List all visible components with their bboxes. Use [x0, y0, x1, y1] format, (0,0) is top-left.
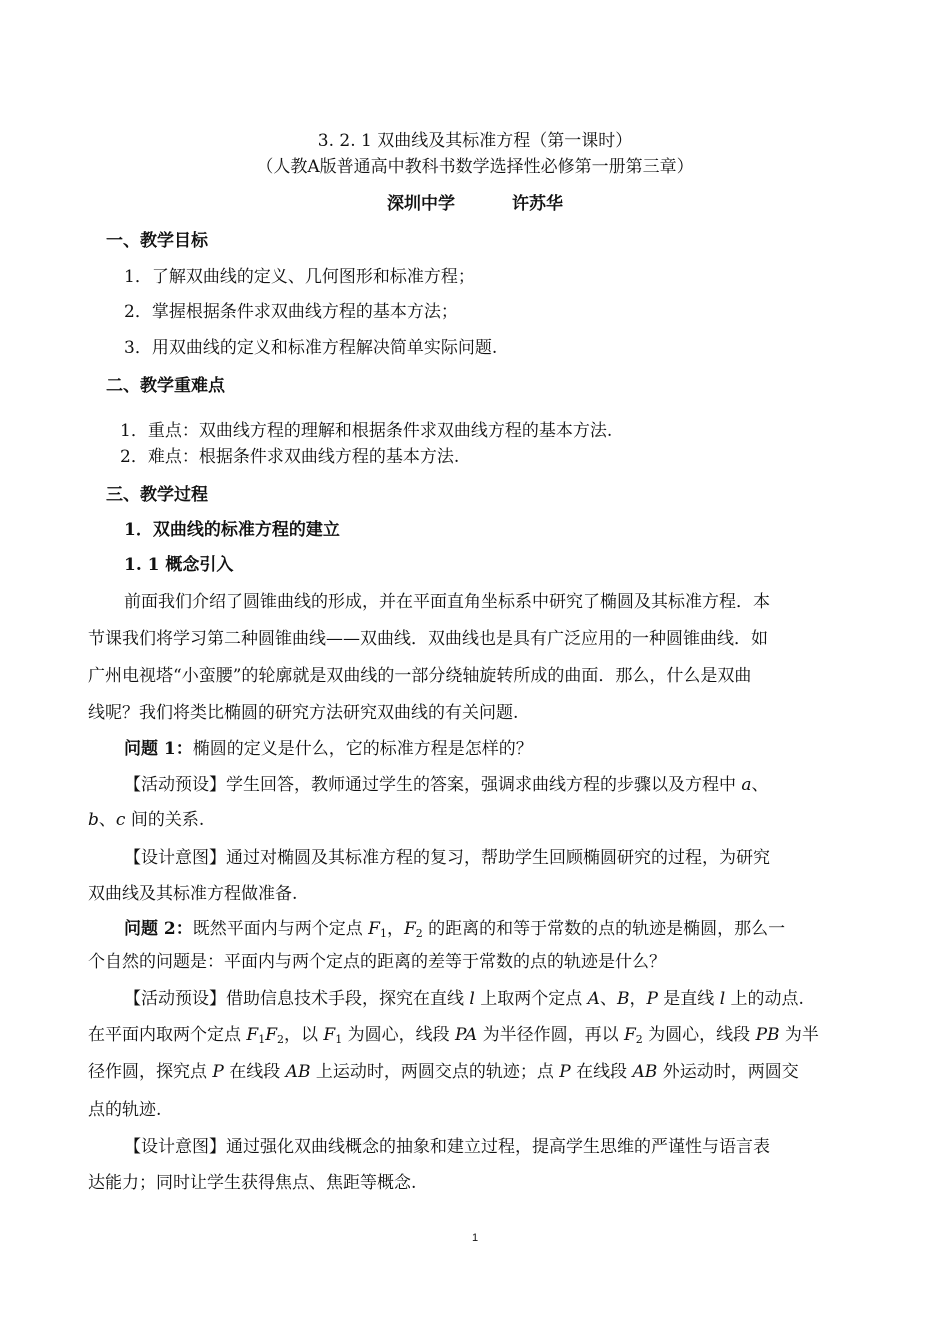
design-intent-2-cont: 达能力；同时让学生获得焦点、焦距等概念.: [88, 1173, 417, 1193]
var-P: P: [646, 989, 658, 1009]
var-PA: PA: [455, 1025, 478, 1045]
intro-line: 线呢？我们将类比椭圆的研究方法研究双曲线的有关问题.: [88, 703, 519, 723]
design-text: 通过强化双曲线概念的抽象和建立过程，提高学生思维的严谨性与语言表: [226, 1137, 770, 1157]
page-subtitle: （人教A版普通高中教科书数学选择性必修第一册第三章）: [256, 157, 694, 177]
var-b: b: [88, 810, 99, 830]
activity-text: 学生回答，教师通过学生的答案，强调求曲线方程的步骤以及方程中: [226, 775, 736, 795]
activity-preset-2: [124, 984, 804, 1009]
activity-preset-1: [124, 770, 769, 795]
separator: ，: [629, 989, 647, 1009]
var-l: l: [719, 989, 726, 1009]
activity-text: 为圆心，线段: [642, 1025, 756, 1045]
subscript: 1: [379, 927, 387, 940]
question-text: 椭圆的定义是什么，它的标准方程是怎样的？: [192, 739, 533, 759]
section-heading-key-points: 二、教学重难点: [106, 376, 225, 396]
design-intent-1-cont: 双曲线及其标准方程做准备.: [88, 884, 298, 904]
separator: 、: [599, 989, 617, 1009]
subscript: 2: [635, 1033, 643, 1046]
intro-line: 广州电视塔“小蛮腰”的轮廓就是双曲线的一部分绕轴旋转所成的曲面．那么，什么是双曲: [88, 666, 752, 686]
school-name: 深圳中学: [387, 194, 455, 214]
var-P: P: [559, 1062, 571, 1082]
var-F: F: [265, 1025, 277, 1045]
var-c: c: [115, 810, 126, 830]
var-AB: AB: [285, 1062, 311, 1082]
question-text: 既然平面内与两个定点: [192, 919, 369, 939]
design-text: 通过对椭圆及其标准方程的复习，帮助学生回顾椭圆研究的过程，为研究: [226, 848, 770, 868]
activity-preset-2-line3: [88, 1057, 799, 1082]
activity-preset-2-line2: [88, 1020, 819, 1045]
question-label: 问题 1：: [124, 739, 193, 759]
var-F: F: [368, 919, 380, 939]
activity-text: 是直线: [657, 989, 720, 1009]
section-heading-goals: 一、教学目标: [106, 231, 208, 251]
question-label: 问题 2：: [124, 919, 193, 939]
activity-label: 【活动预设】: [124, 775, 226, 795]
var-B: B: [616, 989, 630, 1009]
subsection-heading: 1．双曲线的标准方程的建立: [124, 520, 340, 540]
activity-text: 为圆心，线段: [342, 1025, 456, 1045]
var-F: F: [623, 1025, 636, 1045]
var-F: F: [246, 1025, 259, 1045]
intro-line: 前面我们介绍了圆锥曲线的形成，并在平面直角坐标系中研究了椭圆及其标准方程．本: [124, 592, 770, 612]
section-heading-process: 三、教学过程: [106, 485, 208, 505]
var-AB: AB: [632, 1062, 658, 1082]
activity-text: 在平面内取两个定点: [88, 1025, 247, 1045]
separator: ，: [386, 919, 404, 939]
activity-text: 上的动点.: [725, 989, 804, 1009]
activity-text: 在线段: [223, 1062, 286, 1082]
activity-preset-1-cont: [88, 805, 204, 830]
goal-item: 2．掌握根据条件求双曲线方程的基本方法；: [124, 302, 458, 322]
page-title: 3. 2. 1 双曲线及其标准方程（第一课时）: [317, 131, 633, 151]
var-F: F: [403, 919, 416, 939]
key-point-item: 2．难点：根据条件求双曲线方程的基本方法.: [120, 447, 460, 467]
activity-text: 上运动时，两圆交点的轨迹；点: [310, 1062, 560, 1082]
activity-text: 径作圆，探究点: [88, 1062, 213, 1082]
subscript: 1: [335, 1033, 343, 1046]
key-point-item: 1．重点：双曲线方程的理解和根据条件求双曲线方程的基本方法.: [120, 421, 613, 441]
subscript: 2: [277, 1033, 284, 1046]
subscript: 1: [258, 1033, 266, 1046]
question-1: [124, 734, 533, 759]
activity-text: 为半径作圆，再以: [477, 1025, 624, 1045]
subsubsection-heading: 1. 1 概念引入: [124, 555, 234, 575]
separator: 、: [98, 810, 116, 830]
design-label: 【设计意图】: [124, 848, 226, 868]
page-number: 1: [471, 1232, 479, 1244]
question-text: 的距离的和等于常数的点的轨迹是椭圆，那么一: [422, 919, 786, 939]
var-PB: PB: [755, 1025, 780, 1045]
question-2-cont: 个自然的问题是：平面内与两个定点的距离的差等于常数的点的轨迹是什么？: [88, 952, 666, 972]
activity-text: ，以: [284, 1025, 324, 1045]
var-P: P: [212, 1062, 224, 1082]
question-2: [124, 914, 785, 939]
var-l: l: [469, 989, 475, 1009]
design-intent-1: [124, 843, 770, 868]
subscript: 2: [415, 927, 423, 940]
design-intent-2: [124, 1132, 770, 1157]
activity-preset-2-line4: 点的轨迹.: [88, 1100, 162, 1120]
activity-text: 在线段: [570, 1062, 633, 1082]
var-A: A: [587, 989, 600, 1009]
author-name: 许苏华: [512, 194, 563, 214]
activity-label: 【活动预设】: [124, 989, 226, 1009]
var-a: a: [741, 775, 752, 795]
activity-text: 上取两个定点: [474, 989, 588, 1009]
activity-text: 为半: [779, 1025, 819, 1045]
var-F: F: [323, 1025, 336, 1045]
separator: 、: [751, 775, 769, 795]
activity-text: 间的关系.: [125, 810, 205, 830]
intro-line: 节课我们将学习第二种圆锥曲线——双曲线．双曲线也是具有广泛应用的一种圆锥曲线．如: [88, 629, 768, 649]
activity-text: 外运动时，两圆交: [657, 1062, 799, 1082]
goal-item: 3．用双曲线的定义和标准方程解决简单实际问题.: [124, 338, 498, 358]
design-label: 【设计意图】: [124, 1137, 226, 1157]
activity-text: 借助信息技术手段，探究在直线: [226, 989, 470, 1009]
goal-item: 1．了解双曲线的定义、几何图形和标准方程；: [124, 267, 475, 287]
